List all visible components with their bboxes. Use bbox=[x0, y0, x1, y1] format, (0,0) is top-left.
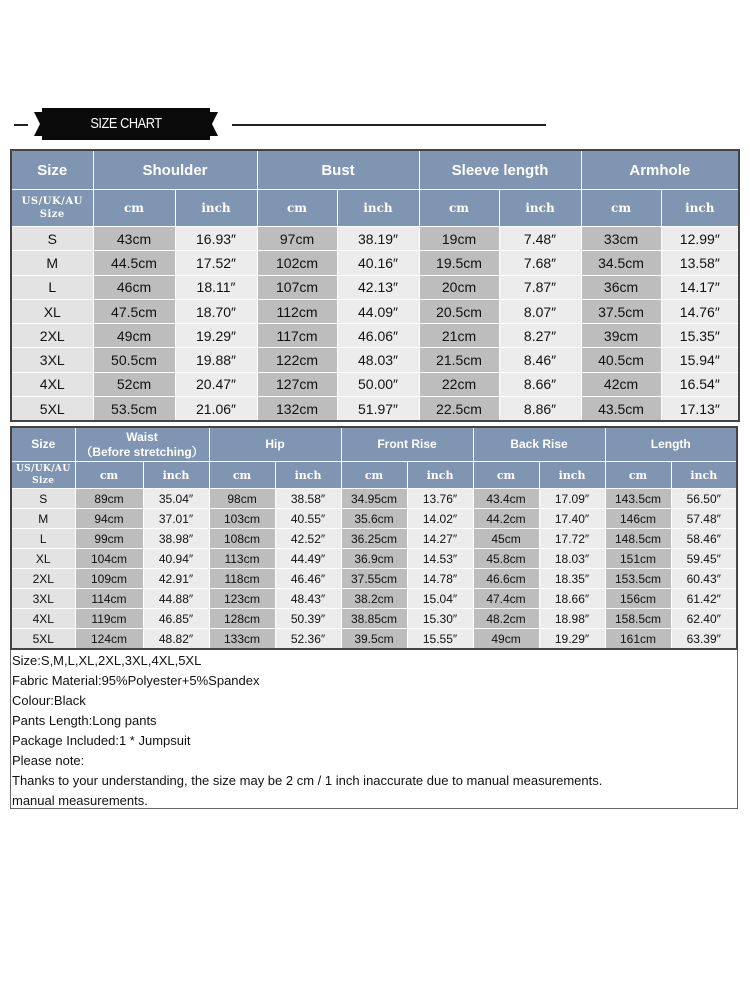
size-cell: L bbox=[11, 529, 75, 549]
value-cell: 34.95cm bbox=[341, 489, 407, 509]
note-line: Size:S,M,L,XL,2XL,3XL,4XL,5XL bbox=[12, 653, 202, 668]
unit-inch-header: inch bbox=[337, 190, 419, 227]
note-line: Colour:Black bbox=[12, 693, 86, 708]
value-cell: 50.00″ bbox=[337, 372, 419, 396]
value-cell: 37.5cm bbox=[581, 299, 661, 323]
value-cell: 99cm bbox=[75, 529, 143, 549]
unit-cm-header: cm bbox=[341, 462, 407, 489]
waist-header bbox=[75, 427, 209, 462]
value-cell: 18.98″ bbox=[539, 609, 605, 629]
value-cell: 94cm bbox=[75, 509, 143, 529]
value-cell: 127cm bbox=[257, 372, 337, 396]
size-cell: XL bbox=[11, 549, 75, 569]
unit-inch-header: inch bbox=[275, 462, 341, 489]
value-cell: 15.94″ bbox=[661, 348, 739, 372]
table-row bbox=[11, 299, 739, 323]
group-header: Shoulder bbox=[93, 150, 257, 190]
value-cell: 132cm bbox=[257, 397, 337, 422]
unit-inch-header: inch bbox=[499, 190, 581, 227]
value-cell: 12.99″ bbox=[661, 227, 739, 251]
value-cell: 161cm bbox=[605, 629, 671, 650]
value-cell: 19cm bbox=[419, 227, 499, 251]
value-cell: 56.50″ bbox=[671, 489, 737, 509]
note-line: Package Included:1 * Jumpsuit bbox=[12, 733, 191, 748]
group-header: Armhole bbox=[581, 150, 739, 190]
value-cell: 47.4cm bbox=[473, 589, 539, 609]
size-cell: 5XL bbox=[11, 397, 93, 422]
table-row bbox=[11, 489, 737, 509]
table-row bbox=[11, 529, 737, 549]
value-cell: 18.70″ bbox=[175, 299, 257, 323]
value-cell: 62.40″ bbox=[671, 609, 737, 629]
value-cell: 50.39″ bbox=[275, 609, 341, 629]
value-cell: 63.39″ bbox=[671, 629, 737, 650]
value-cell: 19.29″ bbox=[539, 629, 605, 650]
value-cell: 114cm bbox=[75, 589, 143, 609]
unit-inch-header: inch bbox=[407, 462, 473, 489]
value-cell: 13.58″ bbox=[661, 251, 739, 275]
group-header: Bust bbox=[257, 150, 419, 190]
value-cell: 19.29″ bbox=[175, 324, 257, 348]
value-cell: 16.54″ bbox=[661, 372, 739, 396]
value-cell: 122cm bbox=[257, 348, 337, 372]
value-cell: 107cm bbox=[257, 275, 337, 299]
value-cell: 20.5cm bbox=[419, 299, 499, 323]
unit-cm-header: cm bbox=[605, 462, 671, 489]
value-cell: 7.48″ bbox=[499, 227, 581, 251]
value-cell: 133cm bbox=[209, 629, 275, 650]
value-cell: 44.49″ bbox=[275, 549, 341, 569]
value-cell: 45cm bbox=[473, 529, 539, 549]
unit-cm-header: cm bbox=[473, 462, 539, 489]
value-cell: 108cm bbox=[209, 529, 275, 549]
value-cell: 51.97″ bbox=[337, 397, 419, 422]
unit-inch-header: inch bbox=[671, 462, 737, 489]
value-cell: 49cm bbox=[93, 324, 175, 348]
value-cell: 43.5cm bbox=[581, 397, 661, 422]
value-cell: 46cm bbox=[93, 275, 175, 299]
value-cell: 45.8cm bbox=[473, 549, 539, 569]
value-cell: 7.68″ bbox=[499, 251, 581, 275]
value-cell: 44.2cm bbox=[473, 509, 539, 529]
value-cell: 15.55″ bbox=[407, 629, 473, 650]
unit-cm-header: cm bbox=[75, 462, 143, 489]
value-cell: 44.88″ bbox=[143, 589, 209, 609]
size-chart-banner bbox=[0, 104, 750, 144]
group-header: Front Rise bbox=[341, 427, 473, 462]
value-cell: 37.01″ bbox=[143, 509, 209, 529]
unit-cm-header: cm bbox=[581, 190, 661, 227]
size-cell: XL bbox=[11, 299, 93, 323]
group-header: Length bbox=[605, 427, 737, 462]
value-cell: 44.5cm bbox=[93, 251, 175, 275]
value-cell: 89cm bbox=[75, 489, 143, 509]
size-region-line2: Size bbox=[32, 476, 55, 486]
size-cell: 2XL bbox=[11, 569, 75, 589]
value-cell: 17.52″ bbox=[175, 251, 257, 275]
value-cell: 38.98″ bbox=[143, 529, 209, 549]
note-line: Pants Length:Long pants bbox=[12, 713, 157, 728]
product-notes bbox=[10, 650, 738, 809]
value-cell: 8.66″ bbox=[499, 372, 581, 396]
value-cell: 15.35″ bbox=[661, 324, 739, 348]
size-cell: M bbox=[11, 509, 75, 529]
size-cell: 4XL bbox=[11, 609, 75, 629]
unit-inch-header: inch bbox=[661, 190, 739, 227]
table-row bbox=[11, 609, 737, 629]
value-cell: 18.35″ bbox=[539, 569, 605, 589]
table-row bbox=[11, 549, 737, 569]
value-cell: 151cm bbox=[605, 549, 671, 569]
value-cell: 38.85cm bbox=[341, 609, 407, 629]
size-cell: 3XL bbox=[11, 589, 75, 609]
group-header: Hip bbox=[209, 427, 341, 462]
value-cell: 49cm bbox=[473, 629, 539, 650]
size-region-line2: Size bbox=[39, 209, 65, 220]
size-region-line1: US/UK/AU bbox=[21, 196, 83, 207]
value-cell: 46.06″ bbox=[337, 324, 419, 348]
value-cell: 19.88″ bbox=[175, 348, 257, 372]
value-cell: 18.11″ bbox=[175, 275, 257, 299]
bottom-size-table bbox=[10, 426, 738, 650]
unit-inch-header: inch bbox=[539, 462, 605, 489]
value-cell: 18.66″ bbox=[539, 589, 605, 609]
note-line: Fabric Material:95%Polyester+5%Spandex bbox=[12, 673, 260, 688]
value-cell: 123cm bbox=[209, 589, 275, 609]
value-cell: 22.5cm bbox=[419, 397, 499, 422]
size-cell: 2XL bbox=[11, 324, 93, 348]
table-row bbox=[11, 251, 739, 275]
table-row bbox=[11, 348, 739, 372]
value-cell: 22cm bbox=[419, 372, 499, 396]
size-chart-title: SIZE CHART bbox=[90, 115, 162, 132]
value-cell: 17.13″ bbox=[661, 397, 739, 422]
value-cell: 14.27″ bbox=[407, 529, 473, 549]
value-cell: 109cm bbox=[75, 569, 143, 589]
banner-left-rule bbox=[14, 124, 28, 126]
value-cell: 52cm bbox=[93, 372, 175, 396]
value-cell: 17.40″ bbox=[539, 509, 605, 529]
value-cell: 40.16″ bbox=[337, 251, 419, 275]
table-row bbox=[11, 589, 737, 609]
size-cell: S bbox=[11, 227, 93, 251]
value-cell: 48.82″ bbox=[143, 629, 209, 650]
size-cell: 5XL bbox=[11, 629, 75, 650]
value-cell: 153.5cm bbox=[605, 569, 671, 589]
table-row bbox=[11, 275, 739, 299]
value-cell: 156cm bbox=[605, 589, 671, 609]
value-cell: 117cm bbox=[257, 324, 337, 348]
waist-note: （Before stretching） bbox=[80, 444, 204, 459]
table-row bbox=[11, 372, 739, 396]
value-cell: 34.5cm bbox=[581, 251, 661, 275]
value-cell: 7.87″ bbox=[499, 275, 581, 299]
value-cell: 8.27″ bbox=[499, 324, 581, 348]
value-cell: 39cm bbox=[581, 324, 661, 348]
value-cell: 21.06″ bbox=[175, 397, 257, 422]
value-cell: 148.5cm bbox=[605, 529, 671, 549]
size-region-header bbox=[11, 462, 75, 489]
table-row bbox=[11, 569, 737, 589]
value-cell: 118cm bbox=[209, 569, 275, 589]
table-row bbox=[11, 324, 739, 348]
value-cell: 14.53″ bbox=[407, 549, 473, 569]
value-cell: 47.5cm bbox=[93, 299, 175, 323]
value-cell: 14.02″ bbox=[407, 509, 473, 529]
unit-inch-header: inch bbox=[175, 190, 257, 227]
value-cell: 15.04″ bbox=[407, 589, 473, 609]
size-cell: 3XL bbox=[11, 348, 93, 372]
table-row bbox=[11, 397, 739, 422]
size-region-header bbox=[11, 190, 93, 227]
value-cell: 36.25cm bbox=[341, 529, 407, 549]
top-size-table bbox=[10, 149, 740, 422]
value-cell: 146cm bbox=[605, 509, 671, 529]
value-cell: 158.5cm bbox=[605, 609, 671, 629]
value-cell: 40.55″ bbox=[275, 509, 341, 529]
value-cell: 112cm bbox=[257, 299, 337, 323]
value-cell: 8.86″ bbox=[499, 397, 581, 422]
value-cell: 38.58″ bbox=[275, 489, 341, 509]
size-header: Size bbox=[11, 150, 93, 190]
value-cell: 14.76″ bbox=[661, 299, 739, 323]
note-line: Thanks to your understanding, the size may be 2 cm / 1 inch inaccurate due to manual measurements. bbox=[12, 773, 603, 788]
value-cell: 42cm bbox=[581, 372, 661, 396]
note-line: manual measurements. bbox=[12, 793, 148, 808]
unit-cm-header: cm bbox=[257, 190, 337, 227]
unit-cm-header: cm bbox=[93, 190, 175, 227]
value-cell: 18.03″ bbox=[539, 549, 605, 569]
value-cell: 17.72″ bbox=[539, 529, 605, 549]
value-cell: 143.5cm bbox=[605, 489, 671, 509]
value-cell: 35.04″ bbox=[143, 489, 209, 509]
value-cell: 40.94″ bbox=[143, 549, 209, 569]
size-cell: L bbox=[11, 275, 93, 299]
size-header: Size bbox=[11, 427, 75, 462]
group-header: Sleeve length bbox=[419, 150, 581, 190]
size-chart-tag bbox=[34, 108, 218, 140]
size-cell: S bbox=[11, 489, 75, 509]
value-cell: 21.5cm bbox=[419, 348, 499, 372]
value-cell: 52.36″ bbox=[275, 629, 341, 650]
value-cell: 46.46″ bbox=[275, 569, 341, 589]
note-line: Please note: bbox=[12, 753, 85, 768]
value-cell: 124cm bbox=[75, 629, 143, 650]
value-cell: 97cm bbox=[257, 227, 337, 251]
value-cell: 36cm bbox=[581, 275, 661, 299]
waist-label: Waist bbox=[126, 429, 158, 444]
value-cell: 57.48″ bbox=[671, 509, 737, 529]
value-cell: 42.91″ bbox=[143, 569, 209, 589]
table-row bbox=[11, 509, 737, 529]
value-cell: 119cm bbox=[75, 609, 143, 629]
value-cell: 60.43″ bbox=[671, 569, 737, 589]
value-cell: 15.30″ bbox=[407, 609, 473, 629]
table-row bbox=[11, 629, 737, 650]
group-header: Back Rise bbox=[473, 427, 605, 462]
value-cell: 58.46″ bbox=[671, 529, 737, 549]
value-cell: 37.55cm bbox=[341, 569, 407, 589]
value-cell: 36.9cm bbox=[341, 549, 407, 569]
value-cell: 43cm bbox=[93, 227, 175, 251]
value-cell: 59.45″ bbox=[671, 549, 737, 569]
unit-cm-header: cm bbox=[419, 190, 499, 227]
value-cell: 38.19″ bbox=[337, 227, 419, 251]
value-cell: 44.09″ bbox=[337, 299, 419, 323]
size-cell: M bbox=[11, 251, 93, 275]
unit-inch-header: inch bbox=[143, 462, 209, 489]
value-cell: 20.47″ bbox=[175, 372, 257, 396]
value-cell: 98cm bbox=[209, 489, 275, 509]
value-cell: 50.5cm bbox=[93, 348, 175, 372]
size-cell: 4XL bbox=[11, 372, 93, 396]
value-cell: 40.5cm bbox=[581, 348, 661, 372]
value-cell: 35.6cm bbox=[341, 509, 407, 529]
table-row bbox=[11, 227, 739, 251]
size-region-line1: US/UK/AU bbox=[15, 464, 71, 474]
value-cell: 104cm bbox=[75, 549, 143, 569]
banner-right-rule bbox=[232, 124, 546, 126]
value-cell: 102cm bbox=[257, 251, 337, 275]
value-cell: 13.76″ bbox=[407, 489, 473, 509]
value-cell: 8.46″ bbox=[499, 348, 581, 372]
value-cell: 19.5cm bbox=[419, 251, 499, 275]
value-cell: 38.2cm bbox=[341, 589, 407, 609]
value-cell: 46.6cm bbox=[473, 569, 539, 589]
value-cell: 48.2cm bbox=[473, 609, 539, 629]
unit-cm-header: cm bbox=[209, 462, 275, 489]
value-cell: 39.5cm bbox=[341, 629, 407, 650]
value-cell: 21cm bbox=[419, 324, 499, 348]
value-cell: 14.17″ bbox=[661, 275, 739, 299]
value-cell: 48.03″ bbox=[337, 348, 419, 372]
value-cell: 46.85″ bbox=[143, 609, 209, 629]
value-cell: 20cm bbox=[419, 275, 499, 299]
value-cell: 42.13″ bbox=[337, 275, 419, 299]
value-cell: 33cm bbox=[581, 227, 661, 251]
value-cell: 14.78″ bbox=[407, 569, 473, 589]
value-cell: 113cm bbox=[209, 549, 275, 569]
value-cell: 16.93″ bbox=[175, 227, 257, 251]
value-cell: 8.07″ bbox=[499, 299, 581, 323]
value-cell: 103cm bbox=[209, 509, 275, 529]
value-cell: 17.09″ bbox=[539, 489, 605, 509]
value-cell: 42.52″ bbox=[275, 529, 341, 549]
value-cell: 128cm bbox=[209, 609, 275, 629]
value-cell: 48.43″ bbox=[275, 589, 341, 609]
value-cell: 43.4cm bbox=[473, 489, 539, 509]
value-cell: 61.42″ bbox=[671, 589, 737, 609]
value-cell: 53.5cm bbox=[93, 397, 175, 422]
